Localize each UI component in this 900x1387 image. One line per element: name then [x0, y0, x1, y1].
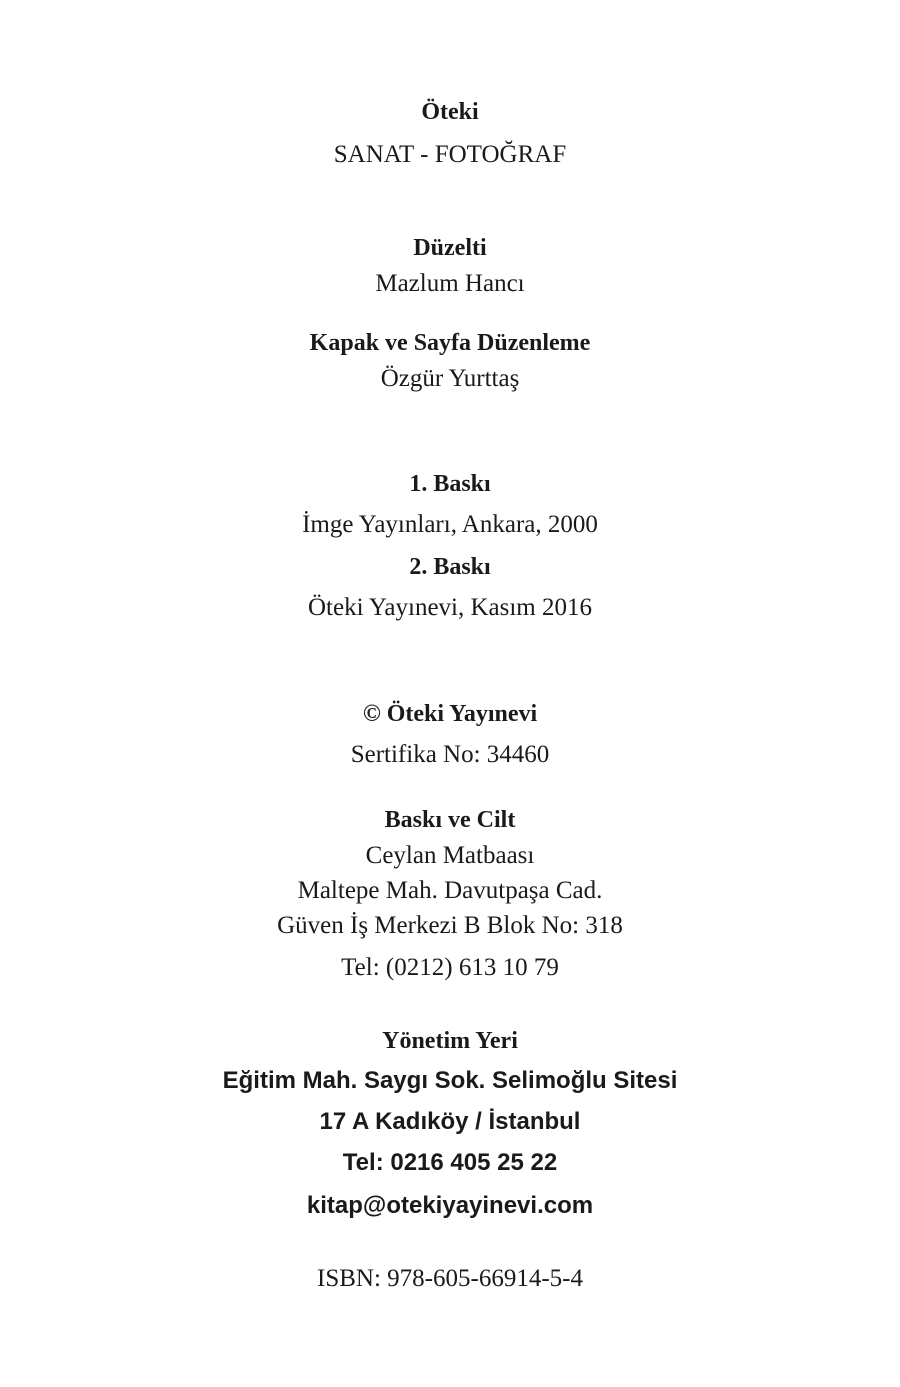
series-category: SANAT - FOTOĞRAF: [333, 141, 567, 168]
publisher-name: Öteki: [421, 99, 479, 125]
layout-label: Kapak ve Sayfa Düzenleme: [309, 330, 591, 356]
management-address-line2: 17 A Kadıköy / İstanbul: [319, 1108, 581, 1135]
certificate-number: Sertifika No: 34460: [350, 741, 550, 768]
first-edition-detail: İmge Yayınları, Ankara, 2000: [302, 511, 598, 538]
management-label: Yönetim Yeri: [382, 1028, 518, 1054]
layout-name: Özgür Yurttaş: [380, 365, 520, 392]
printer-phone: Tel: (0212) 613 10 79: [341, 954, 559, 981]
proofreading-name: Mazlum Hancı: [375, 270, 525, 297]
copyright-holder: © Öteki Yayınevi: [362, 701, 538, 727]
management-phone: Tel: 0216 405 25 22: [342, 1149, 558, 1176]
second-edition-label: 2. Baskı: [409, 554, 491, 580]
management-email: kitap@otekiyayinevi.com: [306, 1192, 594, 1219]
second-edition-detail: Öteki Yayınevi, Kasım 2016: [307, 594, 593, 621]
printer-name: Ceylan Matbaası: [365, 842, 535, 869]
management-address-line1: Eğitim Mah. Saygı Sok. Selimoğlu Sitesi: [222, 1067, 678, 1094]
isbn: ISBN: 978-605-66914-5-4: [317, 1265, 583, 1292]
proofreading-label: Düzelti: [413, 235, 487, 261]
printing-label: Baskı ve Cilt: [384, 807, 516, 833]
first-edition-label: 1. Baskı: [409, 471, 491, 497]
printer-address-line2: Güven İş Merkezi B Blok No: 318: [277, 912, 623, 939]
printer-address-line1: Maltepe Mah. Davutpaşa Cad.: [297, 877, 603, 904]
